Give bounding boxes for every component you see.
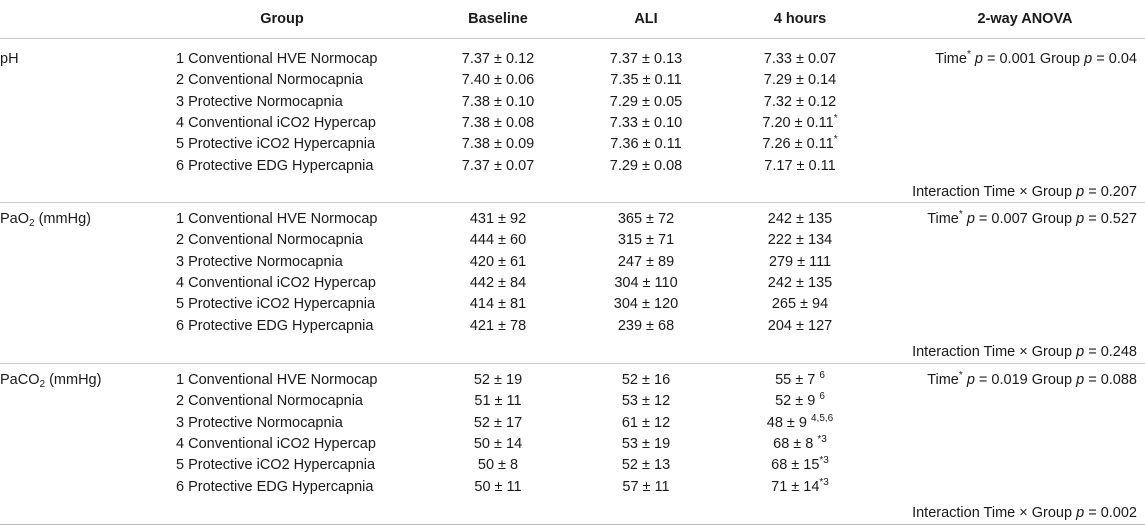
- anova-group-p: 0.04: [1108, 51, 1137, 67]
- anova-time-p: 0.007: [991, 211, 1028, 227]
- group-cell: 4 Conventional iCO2 Hypercap: [176, 274, 376, 291]
- four-hours-value: 7.26 ± 0.11: [762, 136, 834, 153]
- four-hours-value: 222 ± 134: [767, 232, 833, 249]
- ali-cell: 7.35 ± 0.11: [610, 72, 682, 89]
- baseline-cell: 52 ± 19: [473, 372, 523, 388]
- ali-cell: 61 ± 12: [621, 414, 671, 431]
- four-hours-cell: [764, 71, 836, 89]
- group-cell: 6 Protective EDG Hypercapnia: [176, 478, 374, 495]
- ali-cell: 247 ± 89: [617, 253, 675, 270]
- p-symbol: p: [966, 372, 975, 388]
- ali-cell: 7.29 ± 0.08: [609, 157, 683, 174]
- anova-interaction: Interaction Time × Group p = 0.248: [912, 344, 1137, 360]
- section-rule: [0, 202, 1145, 203]
- baseline-cell: 50 ± 8: [477, 457, 519, 474]
- four-hours-cell: [762, 114, 837, 132]
- ali-cell: 57 ± 11: [622, 478, 670, 495]
- group-cell: 2 Conventional Normocapnia: [176, 232, 363, 249]
- anova-group-label: Group: [1031, 372, 1073, 388]
- baseline-cell: 52 ± 17: [473, 414, 523, 431]
- header-ali: ALI: [634, 11, 658, 27]
- four-hours-annotation: *: [833, 112, 838, 124]
- four-hours-annotation: *3: [819, 455, 829, 467]
- interaction-label: Interaction Time × Group: [912, 344, 1073, 360]
- four-hours-cell: [764, 93, 836, 111]
- anova-group-p: 0.088: [1100, 372, 1137, 388]
- parameter-label-main: pH: [0, 51, 19, 67]
- group-cell: 5 Protective iCO2 Hypercapnia: [176, 136, 376, 153]
- parameter-label-subscript: 2: [29, 218, 35, 229]
- ali-cell: 52 ± 13: [621, 457, 671, 474]
- interaction-label: Interaction Time × Group: [912, 184, 1073, 200]
- group-cell: 4 Conventional iCO2 Hypercap: [176, 114, 376, 131]
- four-hours-value: 71 ± 14: [771, 478, 820, 495]
- four-hours-value: 7.20 ± 0.11: [762, 114, 834, 131]
- four-hours-cell: [768, 317, 832, 335]
- anova-main-effects: Time* p = 0.001 Group p = 0.04: [935, 49, 1137, 67]
- group-cell: 2 Conventional Normocapnia: [176, 72, 363, 89]
- p-symbol: p: [1076, 372, 1085, 388]
- ali-cell: 53 ± 19: [621, 435, 671, 452]
- four-hours-cell: [764, 50, 836, 68]
- four-hours-value: 7.33 ± 0.07: [763, 51, 837, 67]
- baseline-cell: 50 ± 11: [474, 478, 522, 495]
- group-cell: 5 Protective iCO2 Hypercapnia: [176, 457, 376, 474]
- four-hours-cell: [768, 210, 832, 228]
- parameter-label-unit: (mmHg): [34, 211, 91, 227]
- p-symbol: p: [1076, 184, 1085, 200]
- p-symbol: p: [1084, 51, 1093, 67]
- four-hours-value: 242 ± 135: [767, 274, 833, 291]
- baseline-cell: 50 ± 14: [473, 435, 523, 452]
- anova-time-label: Time: [927, 372, 959, 388]
- baseline-cell: 420 ± 61: [469, 253, 527, 270]
- four-hours-cell: [771, 478, 829, 496]
- header-2-way-anova: 2-way ANOVA: [977, 11, 1073, 27]
- baseline-cell: 7.38 ± 0.10: [461, 93, 535, 110]
- ali-cell: 7.33 ± 0.10: [609, 114, 683, 131]
- anova-group-label: Group: [1039, 51, 1081, 67]
- interaction-p: 0.207: [1100, 184, 1137, 200]
- four-hours-cell: [775, 392, 825, 410]
- baseline-cell: 414 ± 81: [469, 296, 527, 313]
- four-hours-value: 68 ± 8: [773, 435, 818, 452]
- baseline-cell: 431 ± 92: [469, 211, 527, 227]
- p-symbol: p: [1076, 211, 1085, 227]
- four-hours-value: 265 ± 94: [771, 296, 829, 313]
- baseline-cell: 7.38 ± 0.09: [461, 136, 535, 153]
- group-cell: 2 Conventional Normocapnia: [176, 393, 363, 410]
- section-rule: [0, 363, 1145, 364]
- p-symbol: p: [1076, 505, 1085, 521]
- parameter-label: [0, 50, 19, 68]
- anova-time-star: *: [966, 49, 971, 60]
- ali-cell: 304 ± 110: [614, 274, 678, 291]
- header-4-hours: 4 hours: [773, 11, 827, 27]
- four-hours-cell: [771, 456, 829, 474]
- four-hours-value: 242 ± 135: [767, 211, 833, 227]
- group-cell: 6 Protective EDG Hypercapnia: [176, 157, 374, 174]
- baseline-cell: 51 ± 11: [474, 393, 522, 410]
- group-cell: 3 Protective Normocapnia: [176, 93, 343, 110]
- baseline-cell: 444 ± 60: [469, 232, 527, 249]
- baseline-cell: 421 ± 78: [469, 317, 527, 334]
- four-hours-annotation: *3: [817, 433, 827, 445]
- p-symbol: p: [974, 51, 983, 67]
- anova-group-label: Group: [1031, 211, 1073, 227]
- ali-cell: 239 ± 68: [617, 317, 675, 334]
- baseline-cell: 7.40 ± 0.06: [461, 72, 535, 89]
- group-cell: 1 Conventional HVE Normocap: [176, 51, 378, 67]
- section-rule: [0, 524, 1145, 525]
- group-cell: 4 Conventional iCO2 Hypercap: [176, 435, 376, 452]
- interaction-p: 0.002: [1100, 505, 1137, 521]
- four-hours-cell: [767, 414, 834, 432]
- anova-interaction: Interaction Time × Group p = 0.002: [912, 505, 1137, 521]
- anova-time-label: Time: [927, 211, 959, 227]
- four-hours-annotation: *: [833, 134, 838, 146]
- baseline-cell: 7.37 ± 0.07: [461, 157, 535, 174]
- anova-time-p: 0.001: [999, 51, 1036, 67]
- four-hours-cell: [772, 295, 828, 313]
- anova-time-p: 0.019: [991, 372, 1028, 388]
- four-hours-cell: [768, 274, 832, 292]
- four-hours-annotation: 6: [819, 391, 825, 403]
- four-hours-annotation: 6: [819, 370, 825, 381]
- anova-interaction: Interaction Time × Group p = 0.207: [912, 184, 1137, 200]
- ali-cell: 365 ± 72: [617, 211, 675, 227]
- four-hours-annotation: 4,5,6: [811, 412, 834, 424]
- four-hours-value: 7.32 ± 0.12: [763, 93, 837, 110]
- four-hours-cell: [764, 157, 835, 175]
- parameter-label-main: PaO: [0, 211, 30, 227]
- anova-time-star: *: [958, 209, 963, 220]
- parameter-label: [0, 371, 101, 389]
- ali-cell: 7.36 ± 0.11: [610, 136, 682, 153]
- four-hours-value: 55 ± 7: [775, 372, 820, 388]
- four-hours-value: 68 ± 15: [771, 457, 820, 474]
- parameter-label: [0, 210, 91, 228]
- group-cell: 6 Protective EDG Hypercapnia: [176, 317, 374, 334]
- four-hours-annotation: *3: [819, 476, 829, 488]
- four-hours-value: 279 ± 111: [768, 253, 832, 270]
- four-hours-cell: [773, 435, 827, 453]
- four-hours-cell: [762, 135, 837, 153]
- interaction-label: Interaction Time × Group: [912, 505, 1073, 521]
- four-hours-cell: [768, 231, 832, 249]
- anova-time-label: Time: [935, 51, 967, 67]
- parameter-label-main: PaCO: [0, 372, 40, 388]
- four-hours-cell: [769, 253, 831, 271]
- group-cell: 1 Conventional HVE Normocap: [176, 211, 378, 227]
- anova-main-effects: Time* p = 0.019 Group p = 0.088: [927, 370, 1137, 388]
- four-hours-value: 7.29 ± 0.14: [763, 72, 837, 89]
- baseline-cell: 7.38 ± 0.08: [461, 114, 535, 131]
- group-cell: 5 Protective iCO2 Hypercapnia: [176, 296, 376, 313]
- header-rule: [0, 38, 1145, 39]
- ali-cell: 7.37 ± 0.13: [609, 51, 683, 67]
- interaction-p: 0.248: [1100, 344, 1137, 360]
- anova-main-effects: Time* p = 0.007 Group p = 0.527: [927, 209, 1137, 227]
- header-group: Group: [260, 11, 304, 27]
- ali-cell: 7.29 ± 0.05: [609, 93, 683, 110]
- four-hours-value: 204 ± 127: [767, 317, 833, 334]
- header-baseline: Baseline: [468, 11, 528, 27]
- parameter-label-subscript: 2: [39, 379, 46, 390]
- baseline-cell: 7.37 ± 0.12: [461, 51, 535, 67]
- parameter-label-unit: (mmHg): [45, 372, 102, 388]
- group-cell: 3 Protective Normocapnia: [176, 253, 343, 270]
- p-symbol: p: [966, 211, 975, 227]
- anova-time-star: *: [958, 370, 963, 381]
- group-cell: 1 Conventional HVE Normocap: [176, 372, 378, 388]
- four-hours-value: 48 ± 9: [766, 414, 811, 431]
- four-hours-value: 52 ± 9: [775, 393, 820, 410]
- four-hours-cell: [775, 371, 825, 389]
- ali-cell: 53 ± 12: [621, 393, 671, 410]
- p-symbol: p: [1076, 344, 1085, 360]
- four-hours-value: 7.17 ± 0.11: [764, 157, 836, 174]
- ali-cell: 304 ± 120: [613, 296, 679, 313]
- ali-cell: 52 ± 16: [621, 372, 671, 388]
- anova-group-p: 0.527: [1100, 211, 1137, 227]
- group-cell: 3 Protective Normocapnia: [176, 414, 343, 431]
- ali-cell: 315 ± 71: [617, 232, 675, 249]
- baseline-cell: 442 ± 84: [469, 274, 527, 291]
